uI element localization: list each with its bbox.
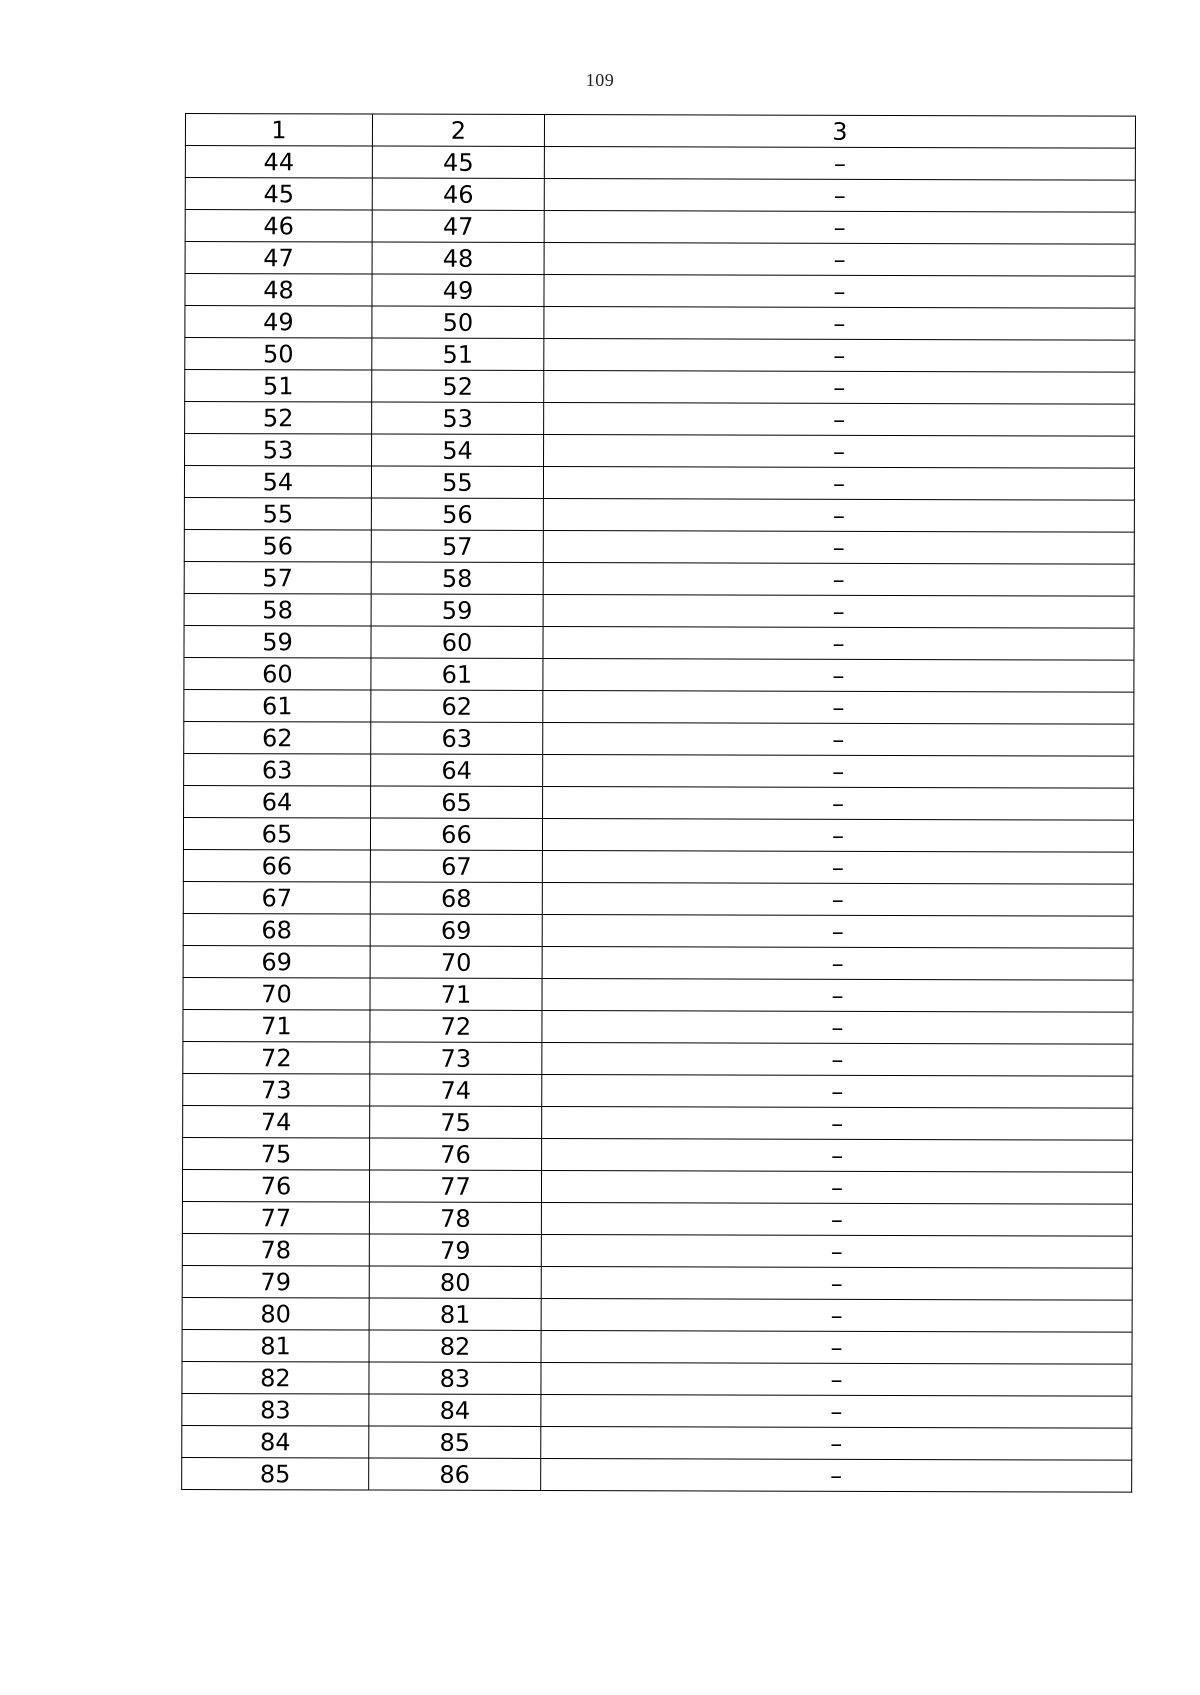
table-cell-col-3: – xyxy=(542,1011,1133,1045)
table-row xyxy=(184,753,1134,788)
table-cell-col-3: – xyxy=(541,1266,1132,1300)
table-cell-col-1: 76 xyxy=(182,1169,369,1202)
table-cell-col-1: 70 xyxy=(183,977,370,1010)
table-cell-col-3: – xyxy=(544,435,1135,469)
table-row xyxy=(183,1073,1133,1108)
table-cell-col-3: – xyxy=(544,307,1135,341)
table-cell-col-3: – xyxy=(543,595,1134,629)
table-cell-col-1: 56 xyxy=(184,529,371,562)
table-row xyxy=(182,1297,1132,1332)
table-cell-col-3: – xyxy=(544,147,1135,181)
column-header-1: 1 xyxy=(185,114,372,147)
table-cell-col-2: 69 xyxy=(370,914,542,946)
table-row xyxy=(183,1041,1133,1076)
table-row xyxy=(183,881,1133,916)
table-row xyxy=(184,593,1134,628)
table-cell-col-1: 49 xyxy=(185,306,372,339)
table-cell-col-3: – xyxy=(541,1362,1132,1396)
table-cell-col-1: 71 xyxy=(183,1009,370,1042)
table-row xyxy=(184,561,1134,596)
table-cell-col-1: 53 xyxy=(185,434,372,467)
table-row xyxy=(182,1457,1132,1492)
table-cell-col-1: 74 xyxy=(183,1105,370,1138)
table-row xyxy=(182,1265,1132,1300)
table-cell-col-2: 72 xyxy=(370,1010,542,1042)
table-cell-col-2: 54 xyxy=(372,434,544,466)
table-cell-col-1: 61 xyxy=(184,689,371,722)
table-row xyxy=(184,689,1134,724)
table-cell-col-3: – xyxy=(542,819,1133,853)
column-header-3: 3 xyxy=(544,115,1135,149)
table-cell-col-2: 58 xyxy=(371,562,543,594)
table-cell-col-2: 73 xyxy=(370,1042,542,1074)
table-cell-col-1: 83 xyxy=(182,1393,369,1426)
table-cell-col-2: 53 xyxy=(372,402,544,434)
table-cell-col-1: 60 xyxy=(184,657,371,690)
table-cell-col-2: 80 xyxy=(369,1266,541,1298)
table-row xyxy=(184,625,1134,660)
table-cell-col-3: – xyxy=(542,1075,1133,1109)
table-cell-col-2: 68 xyxy=(370,882,542,914)
table-cell-col-2: 51 xyxy=(372,338,544,370)
table-cell-col-2: 74 xyxy=(370,1074,542,1106)
table-row xyxy=(185,370,1135,405)
table-cell-col-2: 79 xyxy=(369,1234,541,1266)
table-cell-col-2: 86 xyxy=(369,1458,541,1490)
table-row xyxy=(182,1329,1132,1364)
table-cell-col-1: 79 xyxy=(182,1265,369,1298)
table-cell-col-3: – xyxy=(541,1234,1132,1268)
table-row xyxy=(183,1009,1133,1044)
table-cell-col-1: 62 xyxy=(184,721,371,754)
table-cell-col-3: – xyxy=(543,627,1134,661)
table-cell-col-2: 71 xyxy=(370,978,542,1010)
table-cell-col-1: 75 xyxy=(183,1137,370,1170)
table-cell-col-1: 69 xyxy=(183,945,370,978)
table-cell-col-3: – xyxy=(543,723,1134,757)
table-cell-col-3: – xyxy=(544,403,1135,437)
table-row xyxy=(185,338,1135,373)
table-cell-col-3: – xyxy=(542,915,1133,949)
table-cell-col-1: 58 xyxy=(184,593,371,626)
table-cell-col-1: 57 xyxy=(184,561,371,594)
table-cell-col-1: 66 xyxy=(183,849,370,882)
data-table xyxy=(181,113,1136,1493)
table-cell-col-1: 67 xyxy=(183,881,370,914)
table-cell-col-3: – xyxy=(544,179,1135,213)
table-cell-col-1: 50 xyxy=(185,338,372,371)
table-row xyxy=(183,913,1133,948)
table-cell-col-3: – xyxy=(544,275,1135,309)
table-row xyxy=(182,1169,1132,1204)
table-cell-col-2: 85 xyxy=(369,1426,541,1458)
table-cell-col-2: 59 xyxy=(371,594,543,626)
table-cell-col-2: 63 xyxy=(371,722,543,754)
table-row xyxy=(184,721,1134,756)
table-cell-col-2: 55 xyxy=(371,466,543,498)
table-cell-col-1: 72 xyxy=(183,1041,370,1074)
table-cell-col-1: 68 xyxy=(183,913,370,946)
table-row xyxy=(183,817,1133,852)
table-row xyxy=(183,1105,1133,1140)
table-cell-col-2: 65 xyxy=(371,786,543,818)
table-cell-col-1: 48 xyxy=(185,274,372,307)
table-row xyxy=(183,849,1133,884)
table-cell-col-1: 63 xyxy=(184,753,371,786)
table-cell-col-2: 84 xyxy=(369,1394,541,1426)
table-row xyxy=(185,178,1135,213)
table-cell-col-1: 51 xyxy=(185,370,372,403)
table-cell-col-2: 45 xyxy=(372,146,544,178)
table-cell-col-1: 73 xyxy=(183,1073,370,1106)
table-cell-col-2: 49 xyxy=(372,274,544,306)
table-cell-col-3: – xyxy=(543,691,1134,725)
table-cell-col-2: 70 xyxy=(370,946,542,978)
table-cell-col-1: 64 xyxy=(184,785,371,818)
table-cell-col-1: 81 xyxy=(182,1329,369,1362)
table-cell-col-3: – xyxy=(542,979,1133,1013)
table-cell-col-3: – xyxy=(541,1170,1132,1204)
table-row xyxy=(184,466,1134,501)
table-cell-col-2: 83 xyxy=(369,1362,541,1394)
table-cell-col-3: – xyxy=(543,563,1134,597)
table-cell-col-2: 76 xyxy=(370,1138,542,1170)
table-row xyxy=(185,434,1135,469)
table-cell-col-2: 64 xyxy=(371,754,543,786)
table-cell-col-2: 75 xyxy=(370,1106,542,1138)
page-number: 109 xyxy=(585,70,615,90)
table-cell-col-1: 46 xyxy=(185,210,372,243)
table-row xyxy=(185,146,1135,181)
table-row xyxy=(185,210,1135,245)
table-cell-col-1: 78 xyxy=(182,1233,369,1266)
table-cell-col-2: 48 xyxy=(372,242,544,274)
table-cell-col-2: 56 xyxy=(371,498,543,530)
table-cell-col-1: 52 xyxy=(185,402,372,435)
table-row xyxy=(185,306,1135,341)
table-cell-col-2: 77 xyxy=(369,1170,541,1202)
table-cell-col-3: – xyxy=(542,851,1133,885)
table-cell-col-2: 78 xyxy=(369,1202,541,1234)
table-cell-col-3: – xyxy=(544,243,1135,277)
table-row xyxy=(185,274,1135,309)
table-cell-col-2: 67 xyxy=(370,850,542,882)
table-cell-col-2: 46 xyxy=(372,178,544,210)
table-row xyxy=(182,1201,1132,1236)
table-cell-col-2: 62 xyxy=(371,690,543,722)
table-cell-col-2: 57 xyxy=(371,530,543,562)
table-row xyxy=(185,242,1135,277)
table-cell-col-3: – xyxy=(544,211,1135,245)
table-cell-col-2: 50 xyxy=(372,306,544,338)
table-cell-col-3: – xyxy=(542,1107,1133,1141)
table-row xyxy=(182,1361,1132,1396)
table-cell-col-3: – xyxy=(541,1202,1132,1236)
table-cell-col-3: – xyxy=(541,1298,1132,1332)
table-cell-col-1: 80 xyxy=(182,1297,369,1330)
table-cell-col-3: – xyxy=(543,755,1134,789)
table-cell-col-3: – xyxy=(544,339,1135,373)
table-cell-col-1: 84 xyxy=(182,1425,369,1458)
table-row xyxy=(184,785,1134,820)
table-cell-col-3: – xyxy=(544,371,1135,405)
table-cell-col-1: 55 xyxy=(184,497,371,530)
table-cell-col-3: – xyxy=(541,1426,1132,1460)
table-cell-col-2: 81 xyxy=(369,1298,541,1330)
table-cell-col-3: – xyxy=(542,1043,1133,1077)
table-cell-col-2: 60 xyxy=(371,626,543,658)
table-cell-col-3: – xyxy=(543,787,1134,821)
table-cell-col-3: – xyxy=(541,1394,1132,1428)
table-cell-col-1: 85 xyxy=(182,1457,369,1490)
table-cell-col-3: – xyxy=(543,531,1134,565)
table-row xyxy=(183,1137,1133,1172)
table-row xyxy=(183,945,1133,980)
table-cell-col-2: 47 xyxy=(372,210,544,242)
table-cell-col-3: – xyxy=(542,1138,1133,1172)
table-cell-col-2: 52 xyxy=(372,370,544,402)
table-cell-col-3: – xyxy=(542,947,1133,981)
table-row xyxy=(184,497,1134,532)
table-cell-col-1: 47 xyxy=(185,242,372,275)
table-cell-col-1: 65 xyxy=(183,817,370,850)
table-cell-col-3: – xyxy=(543,467,1134,501)
column-header-2: 2 xyxy=(372,114,544,146)
table-cell-col-1: 45 xyxy=(185,178,372,211)
table-row xyxy=(183,977,1133,1012)
table-cell-col-1: 54 xyxy=(184,466,371,499)
table-row xyxy=(185,402,1135,437)
table-cell-col-2: 82 xyxy=(369,1330,541,1362)
table-row xyxy=(182,1233,1132,1268)
table-body xyxy=(182,114,1136,1493)
table-cell-col-3: – xyxy=(541,1330,1132,1364)
table-cell-col-2: 66 xyxy=(370,818,542,850)
table-row xyxy=(182,1393,1132,1428)
table-cell-col-3: – xyxy=(541,1458,1132,1492)
table-cell-col-3: – xyxy=(542,883,1133,917)
table-header-row xyxy=(185,114,1135,149)
table-row xyxy=(184,657,1134,692)
table-cell-col-1: 44 xyxy=(185,146,372,179)
table-cell-col-2: 61 xyxy=(371,658,543,690)
table-cell-col-3: – xyxy=(543,659,1134,693)
table-row xyxy=(184,529,1134,564)
table-cell-col-1: 77 xyxy=(182,1201,369,1234)
table-cell-col-3: – xyxy=(543,499,1134,533)
table-cell-col-1: 59 xyxy=(184,625,371,658)
table-row xyxy=(182,1425,1132,1460)
table-cell-col-1: 82 xyxy=(182,1361,369,1394)
